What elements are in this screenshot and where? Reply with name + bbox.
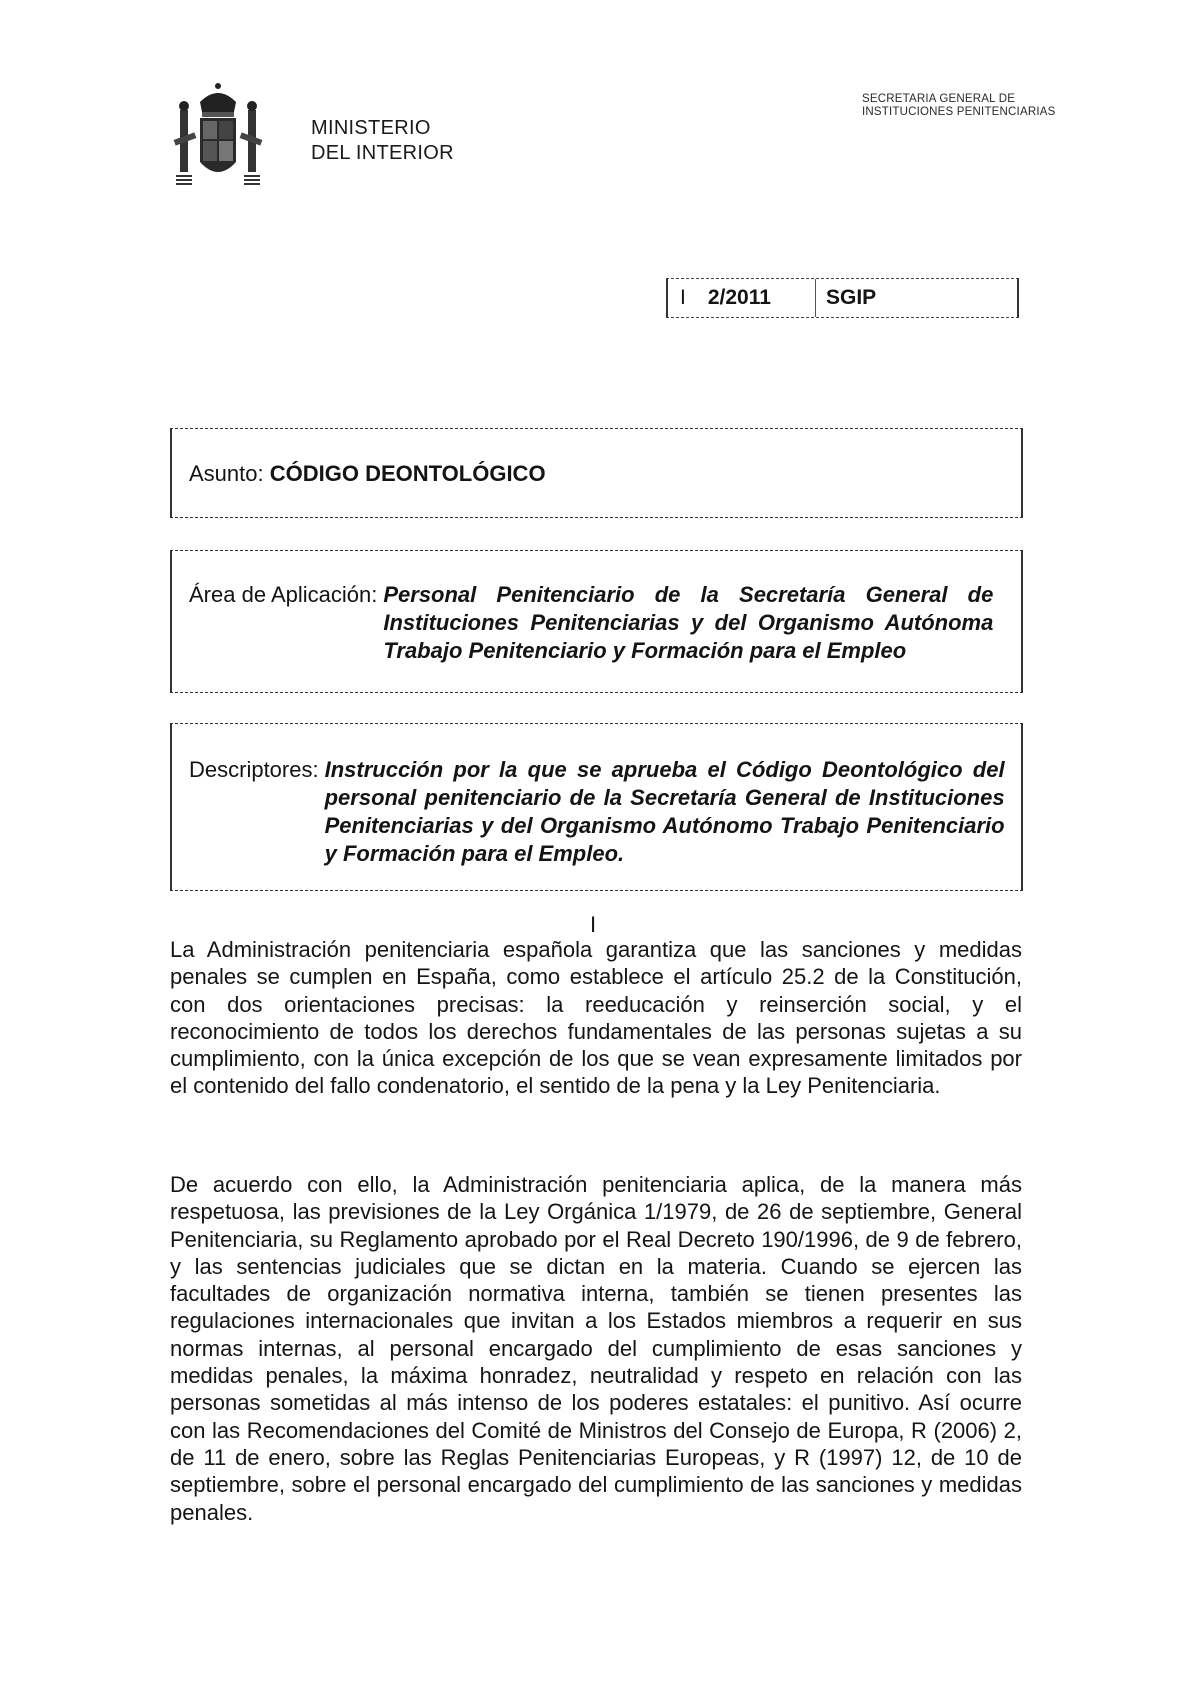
subject-value: CÓDIGO DEONTOLÓGICO: [269, 461, 546, 486]
subject-box: [170, 428, 1023, 518]
coat-of-arms-icon: [172, 80, 264, 188]
application-area-value: Personal Penitenciario de la Secretaría General de Instituciones Penitenciarias y del Organismo Autónoma Trabajo Penitenciario y Formación para el Empleo: [383, 582, 994, 663]
application-area-label: Área de Aplicación:: [189, 582, 378, 607]
secretaria-name: [862, 93, 1055, 119]
descriptors-box: [170, 723, 1023, 891]
reference-type: I: [680, 286, 686, 309]
body-paragraph-1: La Administración penitenciaria española garantiza que las sanciones y medidas penales se cumplen en España, como establece el artículo 25.2 de la Constitución, con dos orientaciones precisas: la reeducación y reinserción social, y el reconocimiento de todos los derechos fundamentales de las personas sujetas a su cumplimiento, con la única excepción de los que se vean expresamente limitados por el contenido del fallo condenatorio, el sentido de la pena y la Ley Penitenciaria.: [170, 937, 1022, 1099]
subject-line: [189, 461, 546, 487]
reference-number: 2/2011: [707, 286, 771, 309]
descriptors-label: Descriptores:: [189, 757, 319, 782]
subject-label: Asunto:: [189, 461, 264, 486]
reference-unit: SGIP: [826, 286, 877, 309]
ministry-name: [311, 116, 454, 166]
ministry-line-2: DEL INTERIOR: [311, 142, 454, 164]
descriptors-value: Instrucción por la que se aprueba el Código Deontológico del personal penitenciario de la Secretaría General de Instituciones Penitenciarias y del Organismo Autónomo Trabajo Penitenciario y Formación para el Empleo.: [324, 757, 1005, 866]
ministry-line-1: MINISTERIO: [311, 117, 431, 139]
secretaria-line-1: SECRETARIA GENERAL DE: [862, 93, 1016, 105]
reference-code: [668, 279, 816, 317]
application-area: [189, 581, 993, 665]
application-area-box: [170, 550, 1023, 693]
secretaria-line-2: INSTITUCIONES PENITENCIARIAS: [862, 106, 1056, 118]
reference-box: [666, 278, 1019, 318]
descriptors: [189, 756, 1005, 868]
body-paragraph-2: De acuerdo con ello, la Administración penitenciaria aplica, de la manera más respetuosa, las previsiones de la Ley Orgánica 1/1979, de 26 de septiembre, General Penitenciaria, su Reglamento aprobado por el Real Decreto 190/1996, de 9 de febrero, y las sentencias judiciales que se dictan en la materia. Cuando se ejercen las facultades de organización normativa interna, también se tienen presentes las regulaciones internacionales que invitan a los Estados miembros a requerir en sus normas internas, al personal encargado del cumplimiento de esas sanciones y medidas penales, la máxima honradez, neutralidad y respeto en relación con las personas sometidas al más intenso de los poderes estatales: el punitivo. Así ocurre con las Recomendaciones del Comité de Ministros del Consejo de Europa, R (2006) 2, de 11 de enero, sobre las Reglas Penitenciarias Europeas, y R (1997) 12, de 10 de septiembre, sobre el personal encargado del cumplimiento de las sanciones y medidas penales.: [170, 1172, 1022, 1525]
section-number: I: [590, 912, 597, 937]
